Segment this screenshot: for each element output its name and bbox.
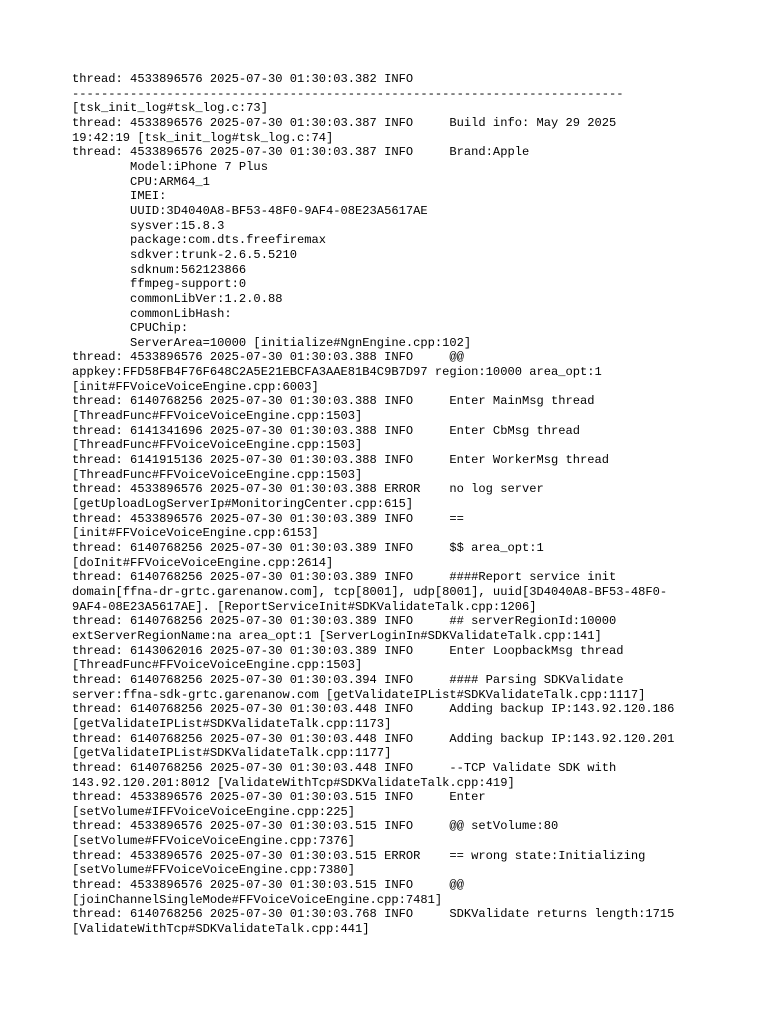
log-line: appkey:FFD58FB4F76F648C2A5E21EBCFA3AAE81B4C9B7D97 region:10000 area_opt:1 [72, 365, 602, 380]
log-line: thread: 6140768256 2025-07-30 01:30:03.768 INFO SDKValidate returns length:1715 [72, 907, 675, 922]
log-line: UUID:3D4040A8-BF53-48F0-9AF4-08E23A5617AE [72, 203, 428, 218]
log-line: [ThreadFunc#FFVoiceVoiceEngine.cpp:1503] [72, 409, 363, 424]
log-line: thread: 4533896576 2025-07-30 01:30:03.387 INFO Build info: May 29 2025 [72, 115, 617, 130]
log-line: thread: 6140768256 2025-07-30 01:30:03.389 INFO ####Report service init [72, 570, 617, 585]
log-line: [ValidateWithTcp#SDKValidateTalk.cpp:441] [72, 922, 370, 937]
log-line: thread: 6140768256 2025-07-30 01:30:03.394 INFO #### Parsing SDKValidate [72, 672, 624, 687]
log-line: thread: 6141915136 2025-07-30 01:30:03.388 INFO Enter WorkerMsg thread [72, 453, 610, 468]
log-line: Model:iPhone 7 Plus [72, 159, 268, 174]
log-line: [tsk_init_log#tsk_log.c:73] [72, 101, 268, 116]
log-line: thread: 6140768256 2025-07-30 01:30:03.389 INFO $$ area_opt:1 [72, 541, 544, 555]
log-line: [init#FFVoiceVoiceEngine.cpp:6153] [72, 526, 319, 541]
log-line: server:ffna-sdk-grtc.garenanow.com [getValidateIPList#SDKValidateTalk.cpp:1117] [72, 687, 646, 702]
log-text [72, 72, 732, 937]
log-line: commonLibVer:1.2.0.88 [72, 291, 283, 306]
log-line: thread: 4533896576 2025-07-30 01:30:03.388 INFO @@ [72, 350, 464, 365]
log-line: IMEI: [72, 189, 167, 204]
log-line: [joinChannelSingleMode#FFVoiceVoiceEngine.cpp:7481] [72, 892, 443, 907]
log-line: package:com.dts.freefiremax [72, 233, 327, 248]
log-line: thread: 6141341696 2025-07-30 01:30:03.388 INFO Enter CbMsg thread [72, 423, 581, 438]
log-line: [ThreadFunc#FFVoiceVoiceEngine.cpp:1503] [72, 658, 363, 673]
log-line: thread: 6140768256 2025-07-30 01:30:03.389 INFO ## serverRegionId:10000 [72, 614, 617, 629]
log-line: 143.92.120.201:8012 [ValidateWithTcp#SDKValidateTalk.cpp:419] [72, 775, 515, 790]
log-line: [ThreadFunc#FFVoiceVoiceEngine.cpp:1503] [72, 438, 363, 453]
log-line: thread: 4533896576 2025-07-30 01:30:03.515 INFO @@ [72, 878, 464, 893]
log-line: ---------------------------------------------------------------------------- [72, 86, 624, 101]
log-line: thread: 4533896576 2025-07-30 01:30:03.515 INFO @@ setVolume:80 [72, 819, 559, 834]
log-line: [setVolume#FFVoiceVoiceEngine.cpp:7376] [72, 834, 356, 849]
log-document [72, 72, 732, 937]
log-line: domain[ffna-dr-grtc.garenanow.com], tcp[8001], udp[8001], uuid[3D4040A8-BF53-48F0- [72, 584, 668, 599]
log-line: sysver:15.8.3 [72, 218, 225, 233]
log-line: [setVolume#FFVoiceVoiceEngine.cpp:7380] [72, 863, 356, 878]
log-line: thread: 6143062016 2025-07-30 01:30:03.389 INFO Enter LoopbackMsg thread [72, 643, 624, 658]
log-line: thread: 4533896576 2025-07-30 01:30:03.389 INFO == [72, 511, 464, 526]
log-line: commonLibHash: [72, 306, 232, 321]
log-line: thread: 6140768256 2025-07-30 01:30:03.448 INFO --TCP Validate SDK with [72, 760, 617, 775]
log-line: [getUploadLogServerIp#MonitoringCenter.cpp:615] [72, 497, 414, 512]
log-line: thread: 4533896576 2025-07-30 01:30:03.388 ERROR no log server [72, 482, 544, 497]
log-line: CPU:ARM64_1 [72, 174, 210, 189]
log-line: thread: 4533896576 2025-07-30 01:30:03.515 ERROR == wrong state:Initializing [72, 848, 646, 863]
log-line: thread: 4533896576 2025-07-30 01:30:03.387 INFO Brand:Apple [72, 145, 530, 160]
log-line: CPUChip: [72, 321, 189, 336]
log-line: thread: 6140768256 2025-07-30 01:30:03.388 INFO Enter MainMsg thread [72, 394, 595, 409]
log-line: [setVolume#IFFVoiceVoiceEngine.cpp:225] [72, 804, 356, 819]
log-line: thread: 4533896576 2025-07-30 01:30:03.515 INFO Enter [72, 790, 486, 805]
log-line: sdknum:562123866 [72, 262, 247, 277]
log-line: [ThreadFunc#FFVoiceVoiceEngine.cpp:1503] [72, 467, 363, 482]
log-line: [doInit#FFVoiceVoiceEngine.cpp:2614] [72, 555, 334, 570]
log-line: thread: 6140768256 2025-07-30 01:30:03.448 INFO Adding backup IP:143.92.120.186 [72, 702, 675, 717]
log-line: thread: 4533896576 2025-07-30 01:30:03.382 INFO [72, 72, 414, 86]
log-line: 19:42:19 [tsk_init_log#tsk_log.c:74] [72, 130, 334, 145]
log-line: ServerArea=10000 [initialize#NgnEngine.cpp:102] [72, 335, 472, 350]
log-line: 9AF4-08E23A5617AE]. [ReportServiceInit#SDKValidateTalk.cpp:1206] [72, 599, 537, 614]
log-line: [init#FFVoiceVoiceEngine.cpp:6003] [72, 379, 319, 394]
log-line: thread: 6140768256 2025-07-30 01:30:03.448 INFO Adding backup IP:143.92.120.201 [72, 731, 675, 746]
log-line: sdkver:trunk-2.6.5.5210 [72, 247, 297, 262]
log-line: ffmpeg-support:0 [72, 277, 247, 292]
log-line: [getValidateIPList#SDKValidateTalk.cpp:1173] [72, 716, 392, 731]
log-line: extServerRegionName:na area_opt:1 [ServerLoginIn#SDKValidateTalk.cpp:141] [72, 628, 602, 643]
log-line: [getValidateIPList#SDKValidateTalk.cpp:1177] [72, 746, 392, 761]
